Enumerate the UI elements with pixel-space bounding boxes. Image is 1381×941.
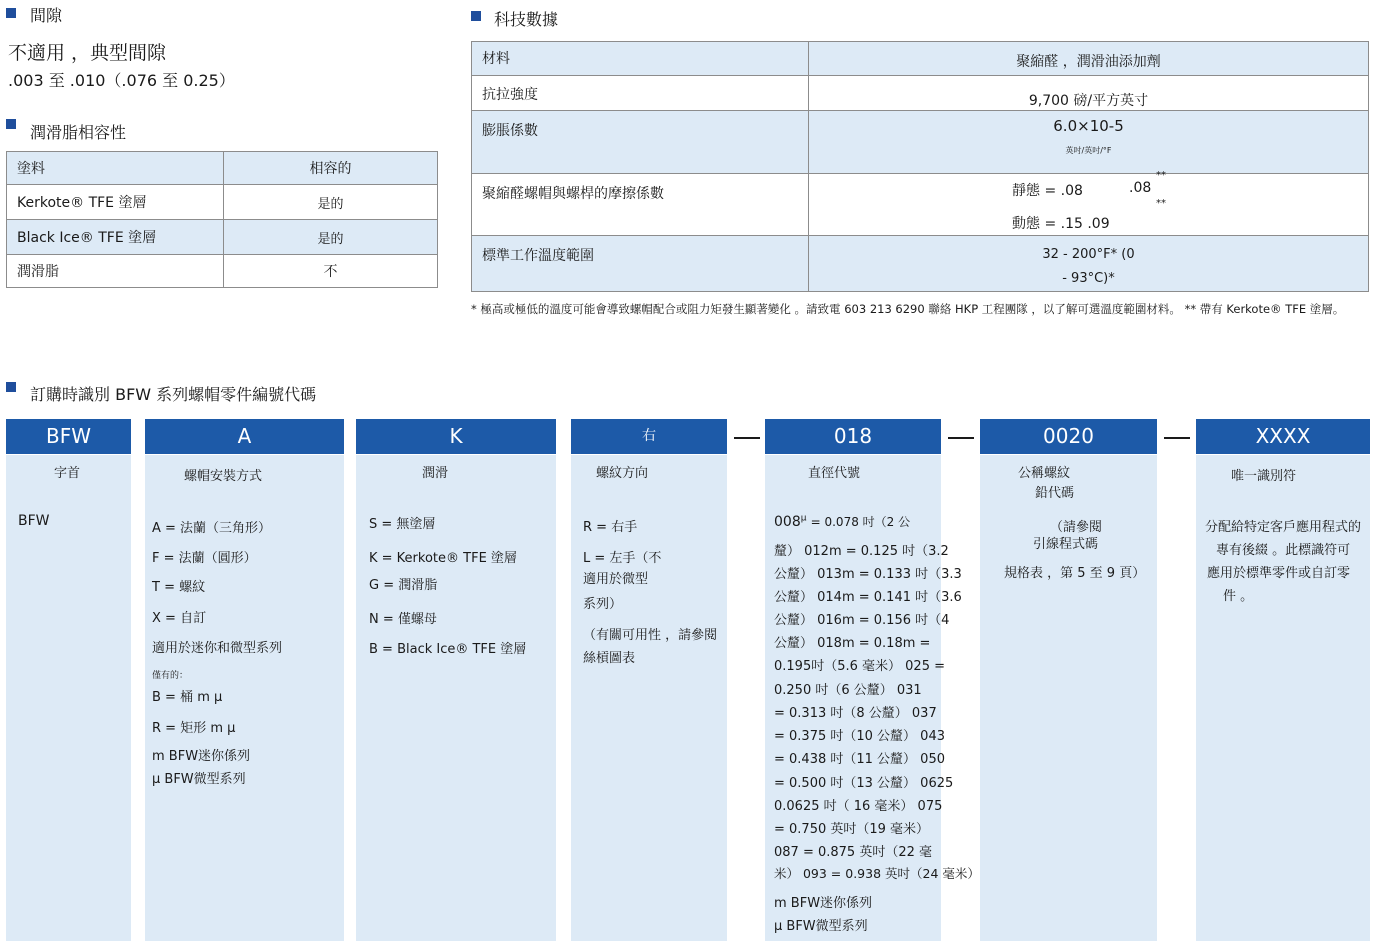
col-lube-line: K = Kerkote® TFE 塗層 (369, 551, 517, 566)
code-separator-dash (1164, 437, 1190, 439)
col-mount-line: T = 螺紋 (152, 580, 206, 595)
clearance-heading: 間隙 (30, 6, 63, 25)
tech-friction-mark: ** (1156, 170, 1166, 181)
col-direction-line: 絲槓圖表 (583, 651, 636, 666)
grease-row-coating: Black Ice® TFE 塗層 (7, 220, 224, 255)
clearance-line2: .003 至 .010（.076 至 0.25） (8, 71, 235, 90)
grease-row-coating: 潤滑脂 (7, 255, 224, 288)
col-diameter-line: 0.250 吋（6 公釐） 031 (774, 683, 922, 698)
grease-header-compatible: 相容的 (224, 152, 438, 185)
tech-expansion-label: 膨脹係數 (472, 111, 809, 174)
col-mount-line: R = 矩形 m µ (152, 721, 236, 736)
col-lead-line: （請參閱 (1050, 520, 1103, 535)
col-direction-line: R = 右手 (583, 520, 638, 535)
col-diameter-line: 0.0625 吋（ 16 毫米） 075 (774, 799, 943, 814)
grease-compat-table (6, 151, 438, 288)
grease-row-value: 不 (224, 255, 438, 288)
col-mount-line: µ BFW微型系列 (152, 772, 246, 787)
col-mount-line: m BFW迷你係列 (152, 749, 251, 764)
col-mount-line: F = 法蘭（圓形） (152, 551, 257, 566)
tech-tensile-value: 9,700 磅/平方英寸 (809, 76, 1369, 111)
col-lube-line: S = 無塗層 (369, 517, 436, 532)
tech-friction-dynamic: 動態 = .15 .09 (1012, 216, 1110, 232)
grease-heading: 潤滑脂相容性 (30, 123, 127, 142)
tech-expansion-value: 6.0×10-5 (1053, 117, 1124, 135)
col-mount-title: 螺帽安裝方式 (184, 469, 263, 484)
col-direction-line: 系列） (583, 597, 623, 612)
col-direction-title: 螺紋方向 (596, 466, 649, 481)
code-separator-dash (734, 437, 760, 439)
col-diameter-line: 米） 093 = 0.938 英吋（24 毫米） (774, 866, 980, 881)
code-bar-lube: K (356, 419, 556, 454)
col-diameter-line: = 0.750 英吋（19 毫米） (774, 822, 930, 837)
col-mount-line: X = 自訂 (152, 611, 207, 626)
tech-temp-value: 32 - 200°F* (0 (1042, 247, 1135, 262)
tech-friction-static-coated: .08 (1129, 180, 1152, 196)
tech-friction-label: 聚縮醛螺帽與螺桿的摩擦係數 (472, 174, 809, 236)
col-diameter-line: m BFW迷你係列 (774, 896, 873, 911)
tech-temp-label: 標準工作溫度範圍 (472, 236, 809, 292)
col-diameter-line: = 0.375 吋（10 公釐） 043 (774, 729, 945, 744)
tech-data-table (471, 41, 1369, 292)
col-diameter-line: = 0.500 吋（13 公釐） 0625 (774, 776, 954, 791)
col-diameter-line: 087 = 0.875 英吋（22 毫 (774, 845, 932, 860)
col-diameter-line: 公釐） 013m = 0.133 吋（3.3 (774, 567, 962, 582)
ordering-heading: 訂購時識別 BFW 系列螺帽零件編號代碼 (30, 385, 317, 404)
col-diameter-line: 公釐） 016m = 0.156 吋（4 (774, 613, 950, 628)
col-mount-line: B = 桶 m µ (152, 690, 223, 705)
tech-friction-static: 靜態 = .08 (1012, 183, 1083, 199)
col-diameter-first (774, 513, 910, 530)
code-bar-lead: 0020 (980, 419, 1157, 454)
tech-expansion-unit: 英吋/英吋/°F (1065, 146, 1112, 155)
grease-row-value: 是的 (224, 185, 438, 220)
code-bar-suffix: XXXX (1196, 419, 1370, 454)
diameter-first-code: 008 (774, 514, 801, 530)
code-bar-diameter: 018 (765, 419, 941, 454)
section-marker (6, 8, 16, 18)
tech-heading: 科技數據 (494, 10, 559, 29)
col-lube-line: G = 潤滑脂 (369, 578, 438, 593)
grease-header-coating: 塗料 (7, 152, 224, 185)
tech-friction-mark: ** (1156, 198, 1166, 209)
section-marker (6, 119, 16, 129)
tech-material-value: 聚縮醛 ，潤滑油添加劑 (809, 42, 1369, 76)
col-prefix-title: 字首 (54, 466, 81, 481)
diameter-first-mark: µ (800, 513, 807, 524)
col-lube-title: 潤滑 (422, 466, 449, 481)
col-lube-line: N = 僅螺母 (369, 612, 437, 627)
col-diameter-line: 公釐） 018m = 0.18m = (774, 636, 931, 651)
code-separator-dash (948, 437, 974, 439)
section-marker (471, 11, 481, 21)
col-suffix-line: 專有後綴 。此標識符可 (1216, 543, 1351, 558)
col-direction-line: 適用於微型 (583, 572, 649, 587)
clearance-line1: 不適用 ，典型間隙 (8, 42, 167, 64)
col-diameter-line: 釐） 012m = 0.125 吋（3.2 (774, 544, 949, 559)
col-lead-title: 公稱螺紋 (1018, 466, 1071, 481)
grease-row-coating: Kerkote® TFE 塗層 (7, 185, 224, 220)
tech-temp-value: - 93°C)* (1062, 271, 1115, 286)
col-diameter-title: 直徑代號 (808, 466, 861, 481)
col-diameter-line: µ BFW微型系列 (774, 919, 868, 934)
grease-row-value: 是的 (224, 220, 438, 255)
col-diameter-line: 公釐） 014m = 0.141 吋（3.6 (774, 590, 962, 605)
col-lead-line: 引線程式碼 (1033, 537, 1099, 552)
tech-expansion-cell (809, 111, 1369, 174)
col-mount-line: 適用於迷你和微型系列 (152, 641, 283, 656)
col-diameter-line: 0.195吋（5.6 毫米） 025 = (774, 659, 945, 674)
col-mount-line: A = 法蘭（三角形） (152, 521, 272, 536)
col-mount-only: 僅有的： (152, 671, 189, 681)
col-suffix-line: 件 。 (1223, 589, 1254, 604)
col-lube-line: B = Black Ice® TFE 塗層 (369, 642, 527, 657)
code-bar-direction: 右 (571, 419, 727, 454)
tech-friction-cell (809, 170, 1369, 236)
col-diameter-line: = 0.313 吋（8 公釐） 037 (774, 706, 937, 721)
tech-temp-cell (809, 236, 1369, 292)
col-direction-line: L = 左手（不 (583, 551, 662, 566)
col-suffix-line: 應用於標準零件或自訂零 (1207, 566, 1351, 581)
col-direction-line: （有關可用性 ，請參閱 (583, 628, 718, 643)
code-bar-prefix: BFW (6, 419, 131, 454)
col-suffix-line: 分配給特定客戶應用程式的 (1205, 520, 1362, 535)
tech-material-label: 材料 (472, 42, 809, 76)
col-prefix-value: BFW (18, 513, 50, 529)
tech-footnote: * 極高或極低的溫度可能會導致螺帽配合或阻力矩發生顯著變化 。請致電 603 213 6290 聯絡 HKP 工程團隊 ，以了解可選溫度範圍材料。 ** 帶有 Kerkote® TFE 塗層。 (471, 302, 1345, 316)
col-lead-title: 鉛代碼 (1035, 486, 1075, 501)
col-diameter-line: = 0.438 吋（11 公釐） 050 (774, 752, 945, 767)
code-bar-mount: A (145, 419, 344, 454)
col-lead-line: 規格表 ，第 5 至 9 頁） (1004, 566, 1146, 581)
diameter-first-rest: = 0.078 吋（2 公 (810, 515, 911, 529)
section-marker (6, 382, 16, 392)
tech-tensile-label: 抗拉強度 (472, 76, 809, 111)
col-suffix-title: 唯一識別符 (1231, 469, 1297, 484)
